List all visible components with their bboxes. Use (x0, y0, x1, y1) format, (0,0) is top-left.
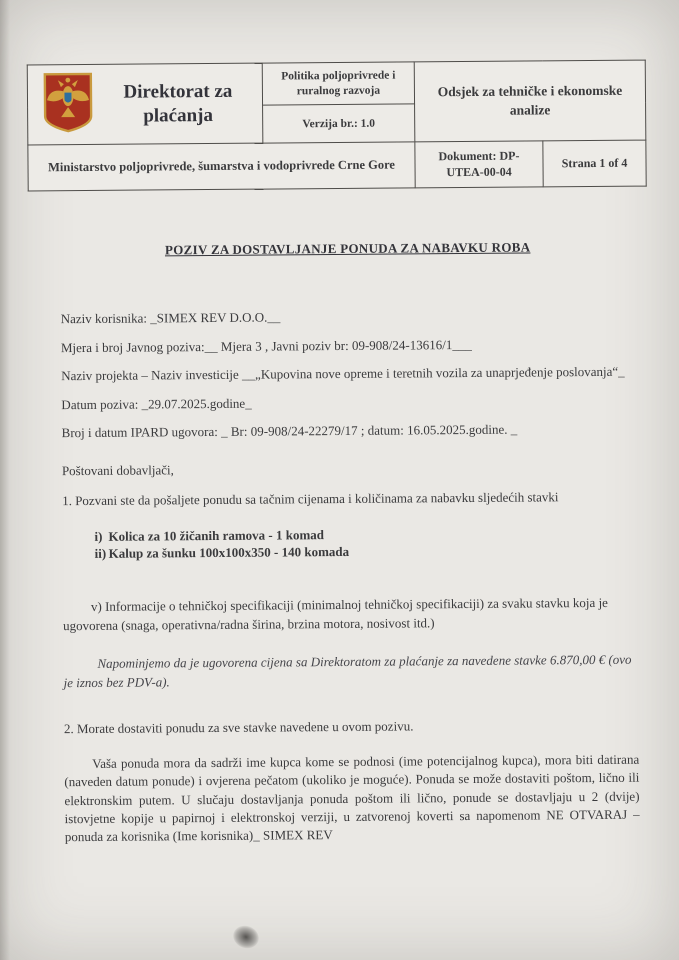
org-wrap (34, 68, 257, 141)
field-naziv-korisnika: Naziv korisnika: _SIMEX REV D.O.O.__ (60, 309, 281, 327)
scan-edge-shadow (0, 0, 10, 960)
header-page-number-cell: Strana 1 of 4 (543, 140, 646, 187)
list-item-i-marker: i) (94, 528, 103, 544)
list-item-i-text: Kolica za 10 žičanih ramova - 1 komad (108, 526, 325, 544)
coat-of-arms-logo (40, 69, 97, 140)
document-body (60, 238, 640, 847)
document-title: POZIV ZA DOSTAVLJANJE PONUDA ZA NABAVKU ROBA (164, 239, 531, 258)
header-ministry-cell: Ministarstvo poljoprivrede, šumarstva i vodoprivrede Crne Gore (28, 142, 415, 191)
contract-price-note: Napominjemo da je ugovorena cijena sa Direktoratom za plaćanje za navedene stavke 6.870,00 € (ovo je iznos bez PDV-a). (63, 652, 632, 690)
org-title: Direktorat za plaćanja (123, 80, 233, 127)
salutation: Poštovani dobavljači, (61, 462, 174, 478)
list-item-ii-text: Kalup za šunku 100x100x350 - 140 komada (108, 543, 350, 561)
header-policy-cell: Politika poljoprivrede i ruralnog razvoja (262, 62, 414, 105)
field-ipard-ugovor: Broj i datum IPARD ugovora: _ Br: 09-908/24-22279/17 ; datum: 16.05.2025.godine. _ (61, 421, 518, 441)
header-org-cell (27, 63, 263, 145)
header-department-cell: Odsjek za tehničke i ekonomske analize (414, 60, 646, 142)
field-mjera-javni-poziv: Mjera i broj Javnog poziva:__ Mjera 3 , Javni poziv br: 09-908/24-13616/1___ (60, 336, 472, 356)
header-version-cell: Verzija br.: 1.0 (263, 104, 415, 143)
header-document-code-cell: Dokument: DP-UTEA-00-04 (415, 141, 543, 188)
list-item-ii-marker: ii) (94, 545, 107, 561)
point-1: 1. Pozvani ste da pošaljete ponudu sa tačnim cijenama i količinama za nabavku sljedećih stavki (62, 489, 559, 509)
field-datum-poziva: Datum poziva: _29.07.2025.godine_ (61, 395, 252, 412)
submission-instructions-paragraph: Vaša ponuda mora da sadrži ime kupca kome se podnosi (ime potencijalnog kupca), mora biti datirana (naveden datum ponude) i ovjerena pečatom (ukoliko je moguće). Ponuda se može dostaviti poštom, lično ili elektronskim putem. U slučaju dostavljanja ponuda poštom ili lično, ponude se dostavljaju u 2 (dvije) istovjetne kopije u papirnoj i elektronskoj verziji, u zatvorenoj koverti sa napomenom NE OTVARAJ – ponuda za korisnika (Ime korisnika)_ SIMEX REV (64, 751, 640, 845)
list-item-ii (63, 541, 638, 562)
point-v-specifications: v) Informacije o tehničkoj specifikaciji (minimalnoj tehničkoj specifikaciji) za svaku stavku koja je ugovorena (snaga, operativna/radna širina, brzina motora, nosivost itd.) (63, 595, 608, 634)
point-2: 2. Morate dostaviti ponudu za sve stavke navedene u ovom pozivu. (63, 718, 414, 737)
document-header-table (27, 60, 647, 192)
field-naziv-projekta: Naziv projekta – Naziv investicije __„Kupovina nove opreme i teretnih vozila za unaprjeđenje poslovanja“_ (61, 364, 625, 384)
